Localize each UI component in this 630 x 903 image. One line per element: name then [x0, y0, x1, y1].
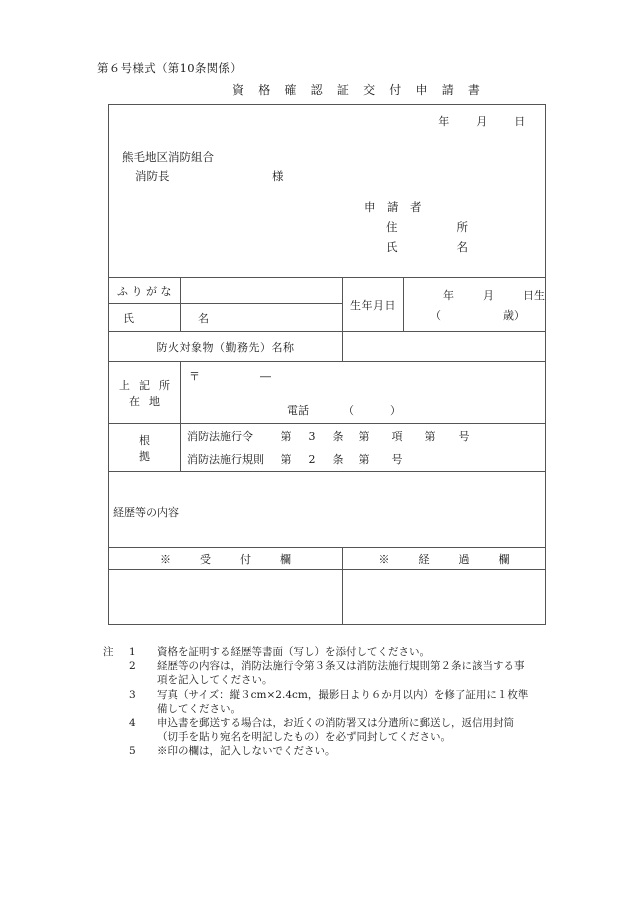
basis1-article-number: 3: [308, 429, 316, 443]
submission-date-line: [427, 113, 537, 129]
telephone-close-paren: ）: [390, 404, 401, 417]
office-body-row: [109, 570, 546, 625]
furigana-input[interactable]: [181, 278, 343, 304]
age-open-paren: （: [430, 308, 441, 322]
basis-row: [109, 424, 546, 472]
furigana-label: ふりがな: [109, 278, 181, 304]
applicant-label: 申 請 者: [364, 200, 422, 214]
basis1-dai-2: 第: [358, 429, 370, 443]
notes-section: [103, 645, 573, 759]
dob-value-cell[interactable]: [404, 278, 546, 332]
office-header-row: [109, 548, 546, 570]
basis-label: 根拠: [109, 424, 181, 472]
note-text: 申込書を郵送する場合は，お近くの消防署又は分遣所に郵送し，返信用封筒: [157, 717, 514, 730]
age-close-paren: 歳）: [503, 308, 525, 322]
note-text: 資格を証明する経歴等書面（写し）を添付してください。: [157, 646, 430, 658]
note-continuation: 項を記入してください。: [157, 674, 273, 687]
age-line: [404, 303, 545, 323]
note-number: 4: [129, 717, 136, 730]
note-continuation: 備してください。: [157, 702, 241, 715]
note-text: 写真（サイズ：縦３cm×2.4cm，撮影日より６か月以内）を修了証用に１枚準: [157, 688, 529, 701]
basis1-dai-1: 第: [280, 429, 292, 443]
building-input[interactable]: [343, 332, 546, 362]
date-day-label: 日: [514, 115, 526, 128]
telephone-line: [287, 402, 401, 418]
zip-dash: ―: [260, 370, 271, 383]
career-cell[interactable]: [109, 472, 546, 548]
note-number: 5: [129, 745, 136, 758]
dob-year-label: 年: [443, 288, 454, 302]
notes-heading: 注: [103, 646, 114, 658]
note-item: [103, 716, 573, 730]
telephone-open-paren: （: [343, 404, 354, 417]
zip-line: [189, 368, 271, 384]
basis2-dai-1: 第: [280, 452, 292, 466]
building-label: 防火対象物（勤務先）名称: [109, 332, 343, 362]
building-row: [109, 332, 546, 362]
salutation-cell: [109, 105, 546, 278]
note-number: 1: [129, 646, 136, 658]
note-item: [103, 688, 573, 702]
telephone-label: 電話: [287, 404, 309, 417]
note-item: [103, 744, 573, 758]
receipt-header: ※ 受 付 欄: [109, 548, 343, 570]
name-input[interactable]: [181, 304, 343, 332]
application-form-table: [108, 104, 546, 625]
note-item: [103, 645, 573, 659]
note-item: [103, 659, 573, 673]
applicant-address-label: 住 所: [386, 220, 480, 234]
zip-mark-icon: 〒: [189, 370, 200, 383]
basis1-go: 号: [458, 429, 470, 443]
zip-spacer: [200, 370, 260, 383]
honorific-label: 様: [272, 169, 284, 183]
date-year-label: 年: [438, 115, 450, 128]
basis-content-cell[interactable]: [181, 424, 546, 472]
dob-day-label: 日生: [523, 288, 545, 302]
date-month-label: 月: [476, 115, 488, 128]
basis2-go: 号: [391, 452, 403, 466]
dob-month-label: 月: [483, 288, 494, 302]
career-label: 経歴等の内容: [113, 505, 179, 519]
address-label: 上記所在地: [109, 362, 181, 424]
note-text: 経歴等の内容は，消防法施行令第３条又は消防法施行規則第２条に該当する事: [157, 660, 525, 673]
note-text: ※印の欄は，記入しないでください。: [157, 745, 336, 758]
name-label: 氏 名: [109, 304, 181, 332]
applicant-name-label: 氏 名: [386, 240, 480, 254]
note-number: 2: [129, 660, 136, 673]
furigana-row: [109, 278, 546, 304]
note-continuation: （切手を貼り宛名を明記したもの）を必ず同封してください。: [157, 731, 451, 744]
basis1-dai-3: 第: [424, 429, 436, 443]
address-row: [109, 362, 546, 424]
basis-line-1: [187, 425, 545, 448]
dob-date-line: [404, 287, 545, 303]
basis2-dai-2: 第: [358, 452, 370, 466]
basis1-law: 消防法施行令: [187, 429, 253, 443]
salutation-row: [109, 105, 546, 278]
dob-label: 生年月日: [343, 278, 404, 332]
applicant-block: [364, 197, 480, 257]
basis2-jo: 条: [332, 452, 344, 466]
note-number: 3: [129, 688, 136, 701]
document-title: 資 格 確 認 証 交 付 申 請 書: [232, 83, 486, 97]
career-row: [109, 472, 546, 548]
fire-chief-label: 消防長: [135, 169, 170, 183]
form-number: 第６号様式（第10条関係）: [97, 61, 243, 75]
progress-header: ※ 経 過 欄: [343, 548, 546, 570]
basis1-jo: 条: [332, 429, 344, 443]
address-input-cell[interactable]: [181, 362, 546, 424]
basis1-ko: 項: [391, 429, 403, 443]
receipt-body[interactable]: [109, 570, 343, 625]
progress-body[interactable]: [343, 570, 546, 625]
basis-line-2: [187, 448, 545, 471]
basis2-article-number: 2: [308, 452, 316, 466]
basis2-law: 消防法施行規則: [187, 452, 264, 466]
organization-name: 熊毛地区消防組合: [122, 150, 214, 164]
